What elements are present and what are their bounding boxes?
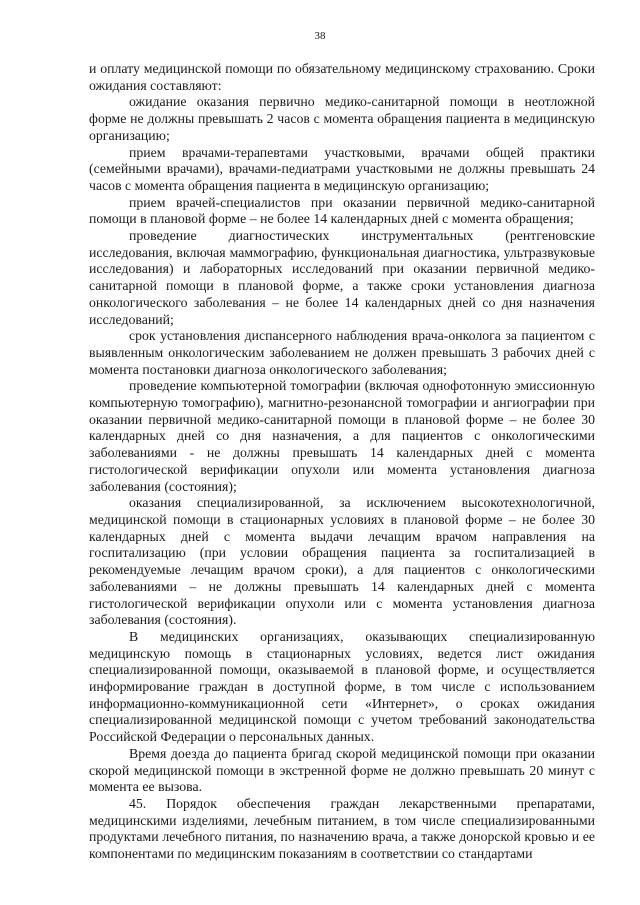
paragraph-urgent-primary-care: ожидание оказания первично медико-санитарной помощи в неотложной форме не должны превышать 2 часов с момента обращения пациента в медицинскую организацию; — [89, 94, 595, 143]
page-number: 38 — [314, 30, 326, 42]
paragraph-ct-mri: проведение компьютерной томографии (включая однофотонную эмиссионную компьютерную томографию), магнитно-резонансной томографии и ангиографии при оказании первичной медико-санитарной помощи в плановой форме – не более 30 календарных дней со дня назначения, а для пациентов с онкологическими заболеваниями - не должны превышать 14 календарных дней с момента гистологической верификации опухоли или момента установления диагноза заболевания (состояния); — [89, 378, 595, 494]
paragraph-diagnostics: проведение диагностических инструментальных (рентгеновские исследования, включая маммографию, функциональная диагностика, ультразвуковые исследования) и лабораторных исследований при оказании первичной медико-санитарной помощи в плановой форме, а также сроки установления диагноза онкологического заболевания – не более 14 календарных дней со дня назначения исследований; — [89, 228, 595, 327]
paragraph-specialists: прием врачей-специалистов при оказании первичной медико-санитарной помощи в плановой форме – не более 14 календарных дней с момента обращения; — [89, 194, 595, 227]
paragraph-section-45: 45. Порядок обеспечения граждан лекарственными препаратами, медицинскими изделиями, лечебным питанием, в том числе специализированными продуктами лечебного питания, по назначению врача, а также донорской кровью и ее компонентами по медицинским показаниям в соответствии со стандартами — [89, 795, 595, 862]
paragraph-continuation: и оплату медицинской помощи по обязательному медицинскому страхованию. Сроки ожидания составляют: — [89, 61, 595, 93]
paragraph-ambulance-time: Время доезда до пациента бригад скорой медицинской помощи при оказании скорой медицинской помощи в экстренной форме не должно превышать 20 минут с момента ее вызова. — [89, 745, 595, 795]
paragraph-waiting-list: В медицинских организациях, оказывающих специализированную медицинскую помощь в стационарных условиях, ведется лист ожидания специализированной помощи, оказываемой в плановой форме, и осуществляется информирование граждан в доступной форме, в том числе с использованием информационно-коммуникационной сети «Интернет», о сроках ожидания специализированной медицинской помощи с учетом требований законодательства Российской Федерации о персональных данных. — [89, 628, 595, 745]
document-body — [89, 61, 595, 863]
paragraph-oncologist-observation: срок установления диспансерного наблюдения врача-онколога за пациентом с выявленным онкологическим заболеванием не должен превышать 3 рабочих дней с момента постановки диагноза онкологического заболевания; — [89, 328, 595, 377]
paragraph-specialized-care: оказания специализированной, за исключением высокотехнологичной, медицинской помощи в стационарных условиях в плановой форме – не более 30 календарных дней с момента выдачи лечащим врачом направления на госпитализацию (при условии обращения пациента за госпитализацией в рекомендуемые лечащим врачом сроки), а для пациентов с онкологическими заболеваниями – не должны превышать 14 календарных дней с момента гистологической верификации опухоли или с момента установления диагноза заболевания (состояния). — [89, 495, 595, 628]
paragraph-district-doctors: прием врачами-терапевтами участковыми, врачами общей практики (семейными врачами), врачами-педиатрами участковыми не должны превышать 24 часов с момента обращения пациента в медицинскую организацию; — [89, 144, 595, 193]
